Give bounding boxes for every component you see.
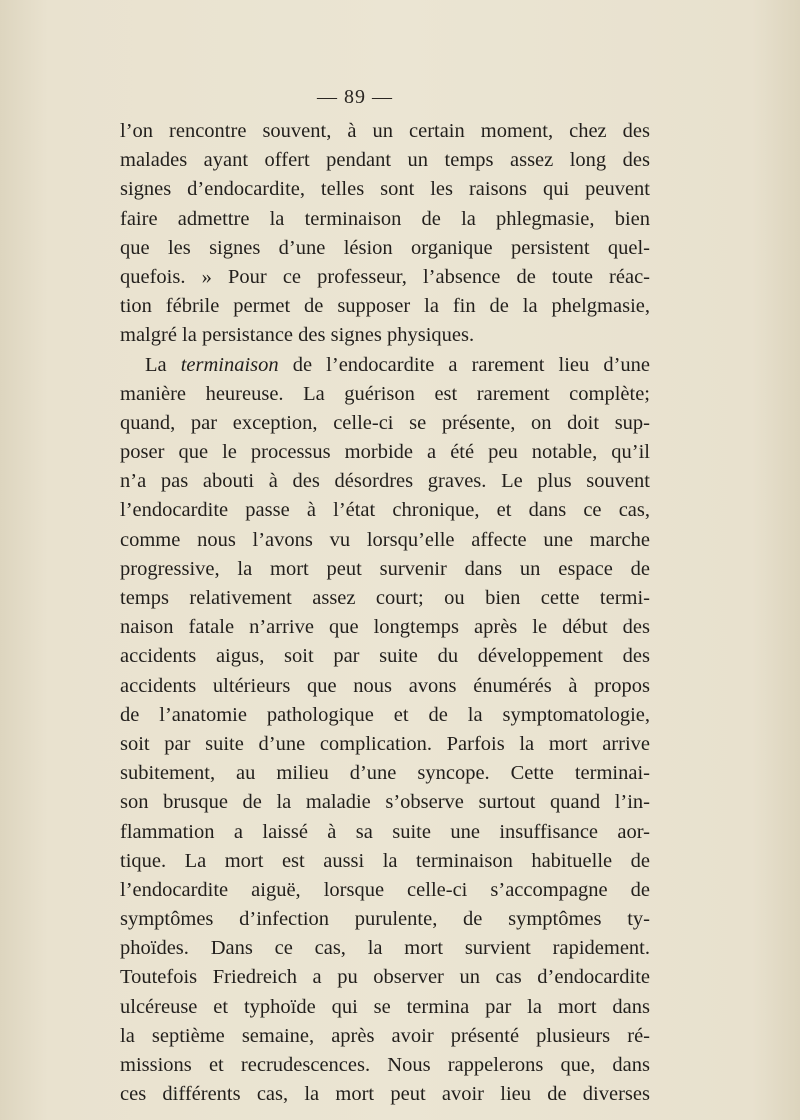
text-line: missions et recrudescences. Nous rappelerons que, dans (120, 1054, 650, 1076)
text-line: malades ayant offert pendant un temps assez long des (120, 149, 650, 172)
text-line: soit par suite d’une complication. Parfois la mort arrive (120, 732, 650, 755)
text-line: phoïdes. Dans ce cas, la mort survient rapidement. (120, 937, 650, 960)
text-line: quefois. » Pour ce professeur, l’absence de toute réac- (120, 265, 650, 288)
text-line: flammation a laissé à sa suite une insuffisance aor- (120, 820, 650, 843)
text-span: La (145, 353, 181, 376)
text-line: tique. La mort est aussi la terminaison habituelle de (120, 849, 650, 872)
text-line: quand, par exception, celle-ci se présente, on doit sup- (120, 411, 650, 434)
body-text (120, 117, 650, 1109)
text-line: tion fébrile permet de supposer la fin de la phelgmasie, (120, 295, 650, 318)
text-line: n’a pas abouti à des désordres graves. Le plus souvent (120, 470, 650, 493)
page-number: — 89 — (317, 86, 393, 108)
text-line: Toutefois Friedreich a pu observer un cas d’endocardite (120, 966, 650, 989)
text-line: ces différents cas, la mort peut avoir lieu de diverses (120, 1083, 650, 1106)
text-line: malgré la persistance des signes physiques. (120, 324, 475, 347)
text-line: accidents ultérieurs que nous avons énumérés à propos (120, 674, 650, 697)
text-line: faire admettre la terminaison de la phlegmasie, bien (120, 207, 650, 230)
text-line: accidents aigus, soit par suite du développement des (120, 645, 650, 668)
text-line: la septième semaine, après avoir présenté plusieurs ré- (120, 1024, 650, 1047)
text-line: son brusque de la maladie s’observe surtout quand l’in- (120, 791, 650, 814)
text-line: poser que le processus morbide a été peu notable, qu’il (120, 441, 650, 464)
text-line: l’endocardite passe à l’état chronique, et dans ce cas, (120, 499, 650, 522)
text-line: ulcéreuse et typhoïde qui se termina par la mort dans (120, 995, 650, 1018)
paragraph-first-line (120, 351, 650, 380)
text-line: l’on rencontre souvent, à un certain moment, chez des (120, 120, 650, 142)
text-line: comme nous l’avons vu lorsqu’elle affecte une marche (120, 528, 650, 551)
text-line: l’endocardite aiguë, lorsque celle-ci s’accompagne de (120, 878, 650, 901)
text-line: naison fatale n’arrive que longtemps après le début des (120, 616, 650, 639)
text-line: temps relativement assez court; ou bien cette termi- (120, 587, 650, 609)
text-line: signes d’endocardite, telles sont les raisons qui peuvent (120, 178, 650, 201)
text-line: subitement, au milieu d’une syncope. Cette terminai- (120, 762, 650, 785)
text-line: manière heureuse. La guérison est rarement complète; (120, 382, 650, 405)
text-line: symptômes d’infection purulente, de symptômes ty- (120, 908, 650, 931)
text-line: de l’anatomie pathologique et de la symptomatologie, (120, 703, 650, 726)
text-line: que les signes d’une lésion organique persistent quel- (120, 236, 650, 259)
italic-term: terminaison (180, 353, 279, 376)
text-line: progressive, la mort peut survenir dans un espace de (120, 557, 650, 580)
text-span: de l’endocardite a rarement lieu d’une (278, 353, 651, 376)
